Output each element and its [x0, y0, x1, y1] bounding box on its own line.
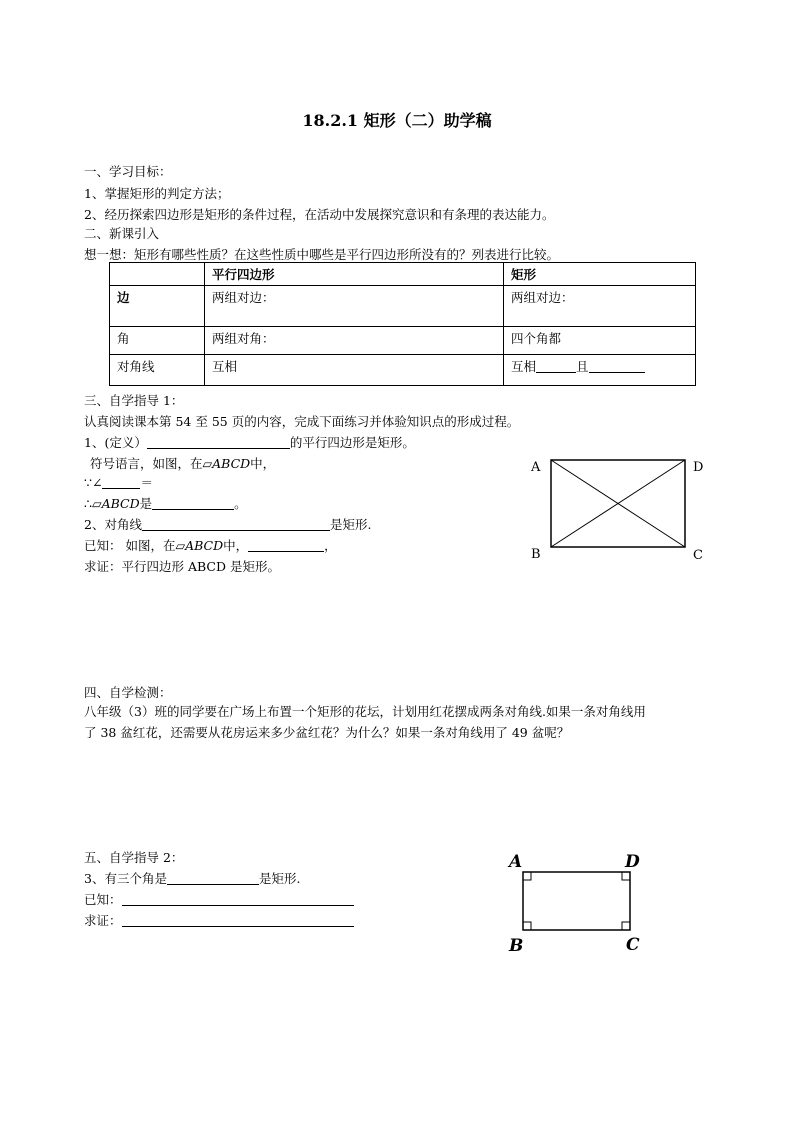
section1-heading: 一、学习目标： [84, 164, 172, 179]
rectangle-diagram-1 [525, 455, 715, 567]
vertex-label-c: C [626, 935, 640, 955]
table-row [110, 355, 696, 386]
rectangle-outline [523, 872, 630, 930]
section4-heading: 四、自学检测： [84, 685, 172, 700]
cell-parallelogram-diagonal: 互相 [205, 355, 504, 386]
known-line: 已知： 如图，在▱ABCD中， ， [84, 538, 337, 553]
diagonal-criterion-line: 2、对角线 是矩形. [84, 517, 372, 532]
section3-heading: 三、自学指导 1： [84, 393, 184, 408]
right-angle-mark-a [523, 872, 531, 880]
vertex-label-a: A [531, 460, 541, 475]
vertex-label-a: A [509, 852, 523, 872]
right-angle-mark-b [523, 922, 531, 930]
blank[interactable] [536, 360, 576, 373]
problem-line-2: 了 38 盆红花，还需要从花房运来多少盆红花？为什么？如果一条对角线用了 49 盆呢？ [84, 725, 570, 740]
table-row [110, 286, 696, 327]
parallelogram-symbol: ▱ [175, 538, 186, 553]
known-blank-2[interactable] [122, 893, 354, 906]
cell-rectangle-diagonal: 互相 且 [504, 355, 696, 386]
table-header-row [110, 263, 696, 286]
right-angle-mark-c [622, 922, 630, 930]
known-line-2: 已知： [84, 890, 354, 908]
right-angle-mark-d [622, 872, 630, 880]
definition-line: 1、(定义） 的平行四边形是矩形。 [84, 435, 415, 450]
row-label-angle: 角 [110, 327, 205, 355]
cell-parallelogram-angle: 两组对角： [205, 327, 504, 355]
diagonal-blank[interactable] [142, 518, 330, 531]
section3-intro: 认真阅读课本第 54 至 55 页的内容，完成下面练习并体验知识点的形成过程。 [84, 414, 520, 429]
problem-line-1: 八年级（3）班的同学要在广场上布置一个矩形的花坛，计划用红花摆成两条对角线.如果一条对角线用 [84, 704, 646, 719]
cell-parallelogram-side: 两组对边： [205, 286, 504, 327]
criterion-3-line: 3、有三个角是 是矩形. [84, 871, 301, 886]
vertex-label-d: D [625, 852, 640, 872]
header-cell-rectangle: 矩形 [504, 263, 696, 286]
conclusion-blank[interactable] [152, 497, 234, 510]
section5-heading: 五、自学指导 2： [84, 850, 184, 865]
comparison-table [109, 262, 696, 386]
row-label-side: 边 [110, 286, 205, 327]
table-row [110, 327, 696, 355]
prove-line-2: 求证： [84, 911, 354, 929]
vertex-label-c: C [693, 548, 703, 563]
definition-blank[interactable] [147, 436, 290, 449]
rectangle-diagram-2 [505, 850, 655, 960]
vertex-label-b: B [509, 936, 524, 956]
header-cell-parallelogram: 平行四边形 [205, 263, 504, 286]
symbol-language-line: 符号语言，如图，在▱ABCD中， [90, 456, 276, 471]
known-blank[interactable] [248, 539, 324, 552]
cell-rectangle-side: 两组对边： [504, 286, 696, 327]
cell-rectangle-angle: 四个角都 [504, 327, 696, 355]
prove-line: 求证：平行四边形 ABCD 是矩形。 [84, 559, 280, 574]
parallelogram-symbol: ▱ [202, 456, 213, 471]
blank[interactable] [589, 360, 645, 373]
section2-prompt: 想一想：矩形有哪些性质？在这些性质中哪些是平行四边形所没有的？列表进行比较。 [84, 247, 560, 262]
criterion-3-blank[interactable] [167, 872, 259, 885]
parallelogram-symbol: ▱ [91, 496, 102, 511]
row-label-diagonal: 对角线 [110, 355, 205, 386]
page-title: 18.2.1 矩形（二）助学稿 [302, 111, 492, 130]
angle-blank[interactable] [102, 476, 140, 489]
goal-item-1: 1、掌握矩形的判定方法； [84, 186, 230, 201]
section2-heading: 二、新课引入 [84, 226, 160, 241]
header-cell-empty [110, 263, 205, 286]
vertex-label-d: D [693, 460, 704, 475]
vertex-label-b: B [531, 547, 541, 562]
goal-item-2: 2、经历探索四边形是矩形的条件过程，在活动中发展探究意识和有条理的表达能力。 [84, 207, 555, 222]
therefore-line: ∴▱ABCD是 。 [84, 496, 247, 511]
because-line: ∵∠ ＝ [84, 475, 153, 490]
prove-blank-2[interactable] [122, 914, 354, 927]
